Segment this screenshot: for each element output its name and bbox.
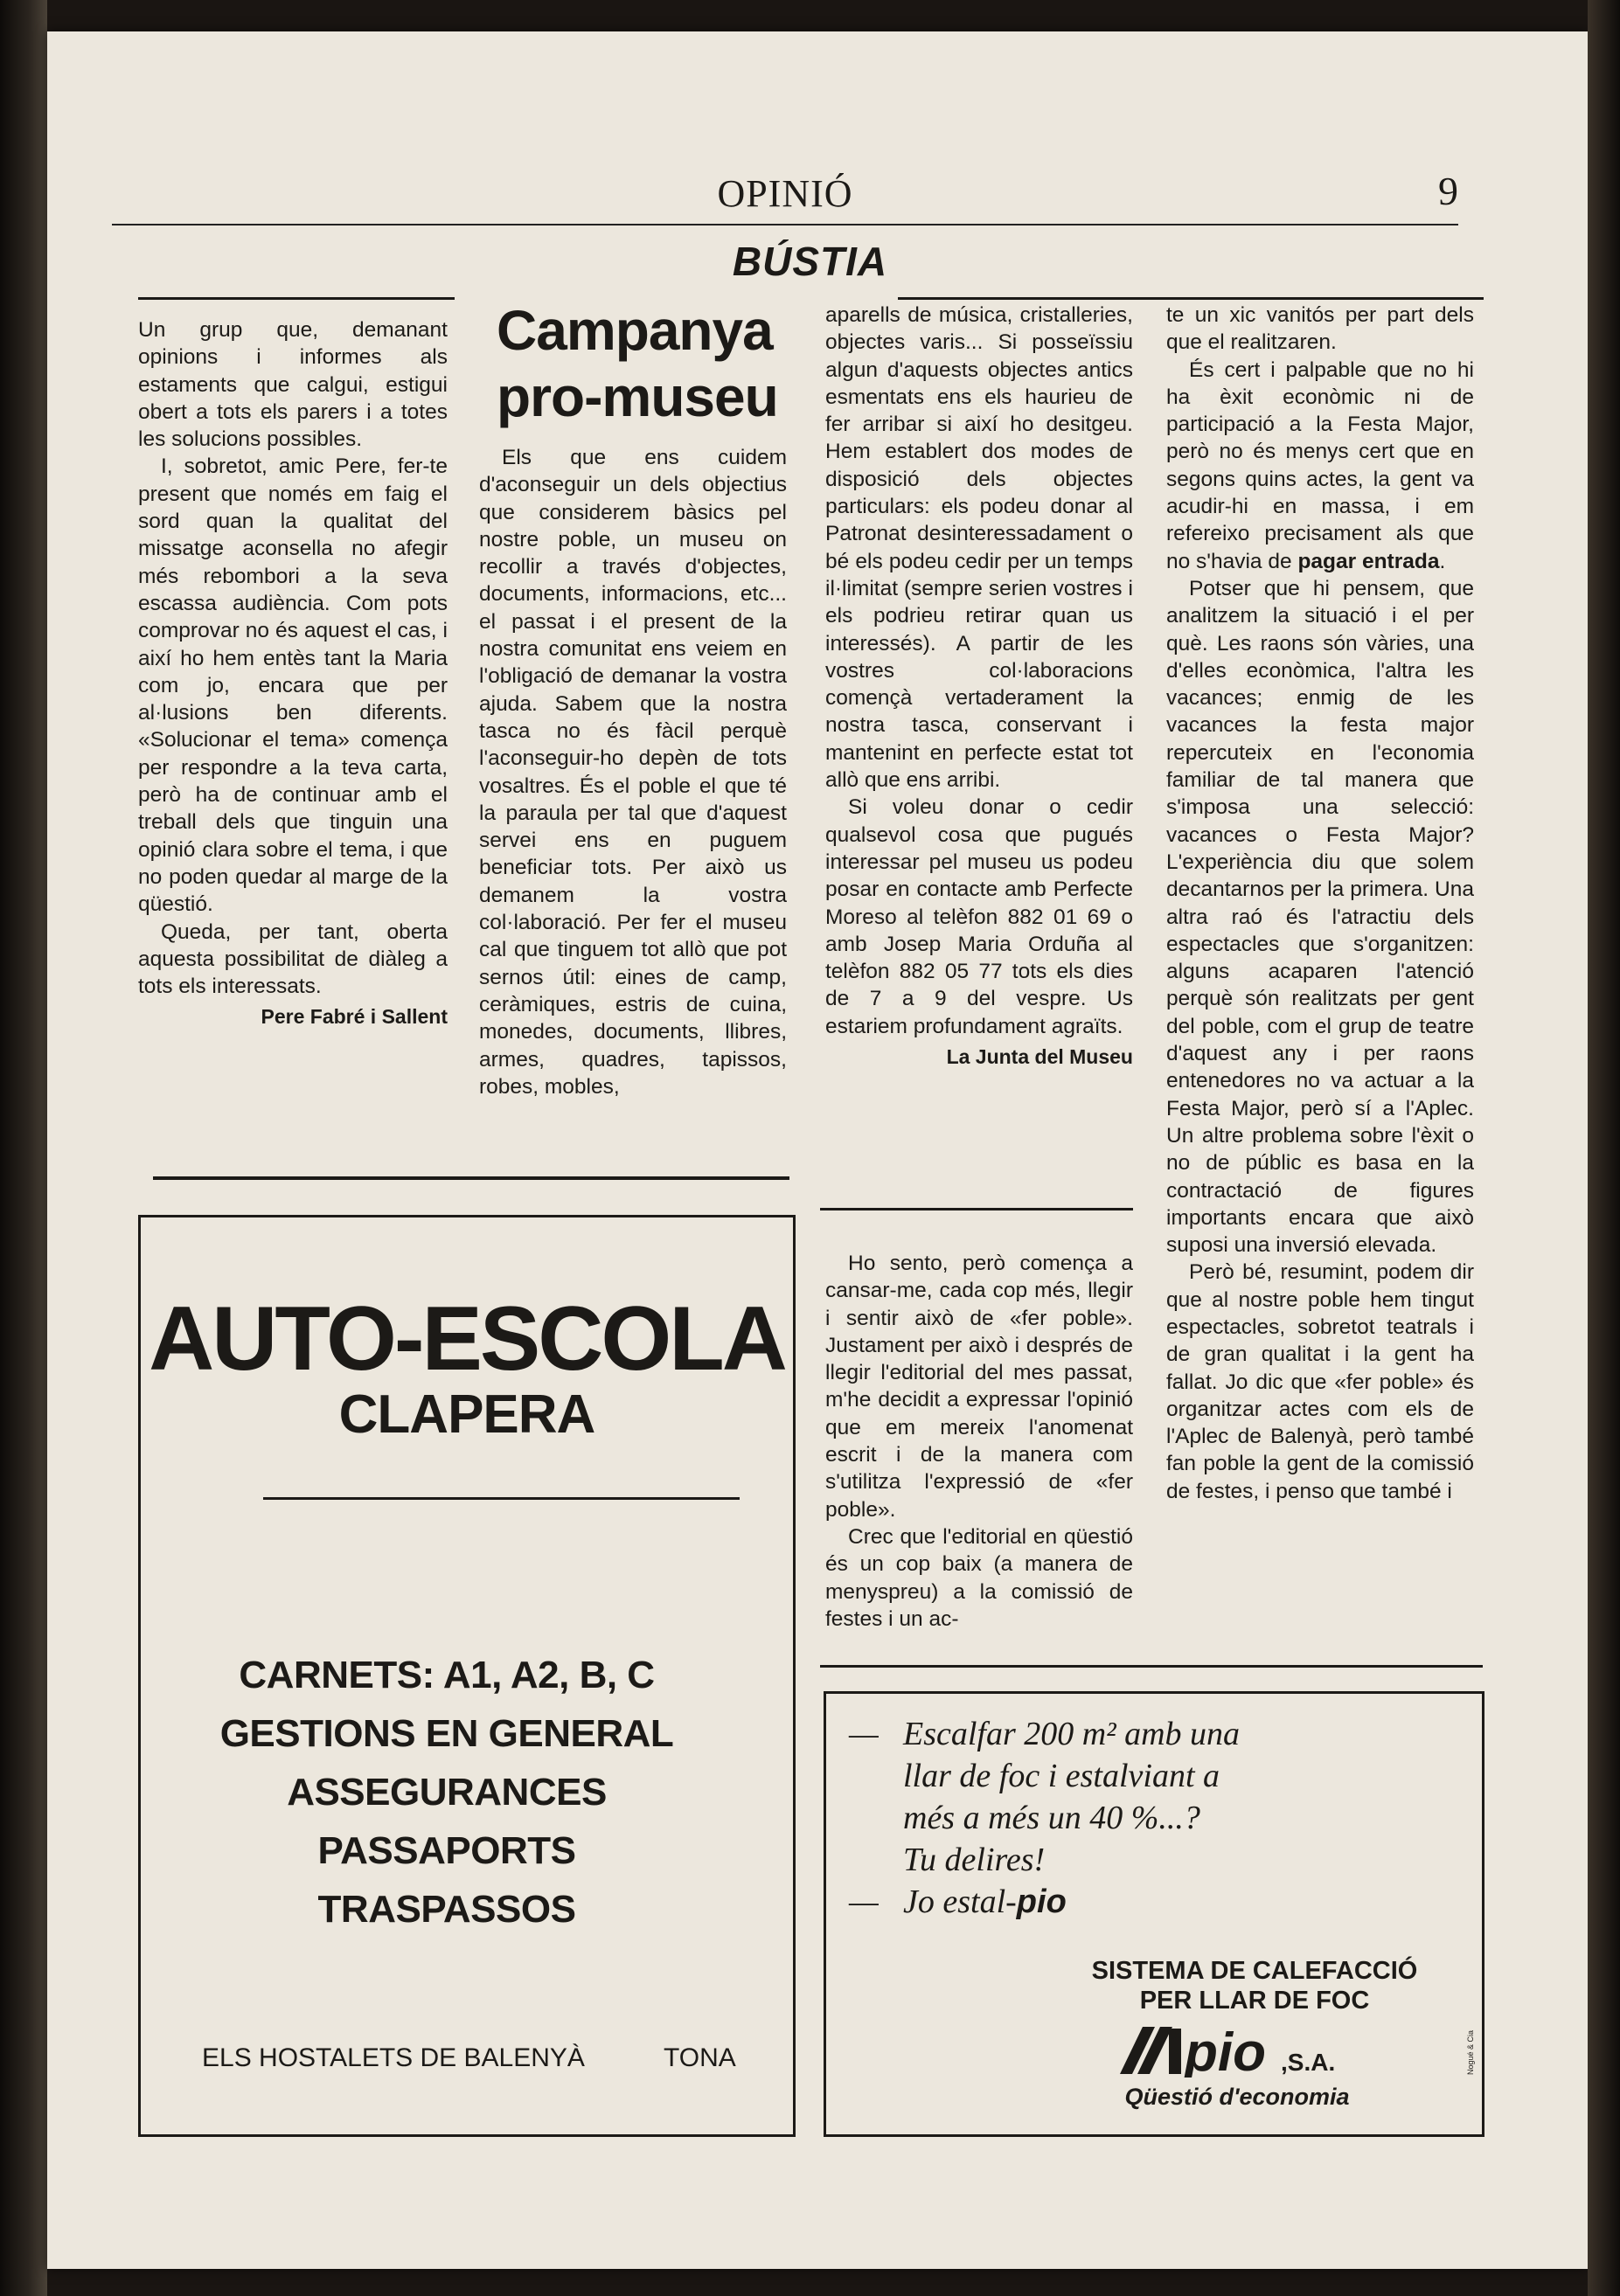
page-header: [112, 171, 1458, 224]
letter-column: [1166, 302, 1474, 1505]
paragraph: I, sobretot, amic Pere, fer-te present que només em faig el sord quan la qualitat del missatge aconsella no afegir més rebombori a la seva escassa audiència. Com pots comprovar no és aquest el cas, i així ho hem entès tant la Maria com jo, encara que per al·lusions ben diferents. «Solucionar el tema» comença per respondre a la teva carta, però ha de continuar amb el treball dels que tinguin una opinió clara sobre el tema, i que no poden quedar al marge de la qüestió.: [138, 454, 448, 917]
section-rule: [153, 1176, 789, 1180]
paragraph: Si voleu donar o cedir qualsevol cosa que pugués interessar pel museu us podeu posar en contacte amb Perfecte Moreso al telèfon 882 01 69 o amb Josep Maria Orduña al telèfon 882 05 77 tots els dies de 7 a 9 del vespre. Us estariem profundament agraïts.: [825, 795, 1133, 1038]
autoescola-ad: [138, 1215, 796, 2137]
paragraph: [1166, 357, 1474, 575]
paragraph: Crec que l'editorial en qüestió és un cop baix (a manera de menyspreu) a la comissió de festes i un ac-: [825, 1524, 1133, 1631]
slogan-line: Escalfar 200 m² amb una: [903, 1716, 1241, 1752]
pio-logo-icon: [1116, 2022, 1379, 2077]
slogan-line: Tu delires!: [903, 1842, 1046, 1878]
paragraph: Queda, per tant, oberta aquesta possibilitat de diàleg a tots els interessats.: [138, 919, 448, 999]
rubric-title: BÚSTIA: [732, 239, 888, 284]
signature: La Junta del Museu: [946, 1045, 1133, 1069]
logo-suffix: ,S.A.: [1281, 2049, 1336, 2076]
emphasis: pagar entrada: [1297, 549, 1440, 573]
service-item: CARNETS: A1, A2, B, C: [239, 1654, 655, 1696]
article-column: [825, 302, 1133, 1071]
paragraph: Ho sento, però comença a cansar-me, cada cop més, llegir i sentir això de «fer poble». Justament per això i després de llegir l'editorial del mes passat, m'he decidit a expressar l'opinió que em mereix l'anomenat escrit i de la manera com s'utilitza l'expressió de «fer poble».: [825, 1252, 1133, 1522]
pio-logo: [1116, 2022, 1379, 2077]
ad-rule: [263, 1497, 740, 1500]
letter-column: [825, 1250, 1133, 1633]
paragraph-text: És cert i palpable que no hi ha èxit econòmic ni de participació a la Festa Major, però no és menys cert que en segons quins actes, la gent va acudir-hi en massa, i em refereixo precisament als que no s'havia de: [1166, 357, 1474, 573]
section-title: OPINIÓ: [717, 172, 853, 215]
article-headline: Campanya pro-museu: [497, 299, 778, 428]
header-rule: [112, 224, 1458, 225]
ad-location: ELS HOSTALETS DE BALENYÀ: [202, 2043, 585, 2072]
paragraph: Potser que hi pensem, que analitzem la situació i el per què. Les raons són vàries, una d'elles econòmica, l'altra les vacances; enmig de les vacances la festa major repercuteix en l'economia familiar de tal manera que s'imposa una selecció: vacances o Festa Major? L'experiència diu que solem decantarnos per la primera. Una altra raó és l'atractiu dels espectacles que s'organitzen: alguns acaparen l'atenció perquè són realitzats per gent del poble, com el grup de teatre d'aquest any i per raons entenedores no va actuar a la Festa Major, però sí a l'Aplec. Un altre problema sobre l'èxit o no de públic es basa en la contractació de figures importants encara que això suposi una inversió elevada.: [1166, 576, 1474, 1258]
ad-subtitle: CLAPERA: [338, 1384, 595, 1445]
ad-system: SISTEMA DE CALEFACCIÓ PER LLAR DE FOC: [1091, 1957, 1418, 2015]
ad-tagline: Qüestió d'economia: [1124, 2084, 1350, 2110]
letter-column: [138, 316, 448, 1031]
paragraph: aparells de música, cristalleries, objectes varis... Si posseïssiu algun d'aquests objectes antics esmentats ens els haurieu de fer arribar si així ho desitgeu. Hem establert dos modes de disposició dels objectes particulars: els podeu donar al Patronat desinteressadament o bé els podeu cedir per un temps il·limitat (sempre serien vostres i els podrieu retirar quan us interessés). A partir de les vostres col·laboracions començà vertaderament la nostra tasca, conservant i mantenint en perfecte estat tot allò que ens arribi.: [825, 303, 1133, 793]
service-item: PASSAPORTS: [317, 1829, 576, 1872]
ad-slogan: — Escalfar 200 m² amb una llar de foc i estalviant a més a més un 40 %...? Tu delires! — Jo estal-pio: [849, 1716, 1241, 1920]
logo-text: pio: [1185, 2022, 1266, 2077]
paragraph: Un grup que, demanant opinions i informes als estaments que calgui, estigui obert a tots els parers i a totes les solucions possibles.: [138, 318, 448, 452]
column-rule: [898, 297, 1484, 300]
ad-location: TONA: [664, 2043, 736, 2072]
slogan-line: llar de foc i estalviant a: [903, 1758, 1220, 1794]
pio-ad: [824, 1691, 1484, 2137]
service-item: ASSEGURANCES: [287, 1771, 607, 1814]
book-spine: [0, 0, 47, 2296]
paragraph: te un xic vanitós per part dels que el realitzaren.: [1166, 303, 1474, 355]
slogan-line: més a més un 40 %...?: [903, 1800, 1200, 1836]
column-rule: [138, 297, 455, 300]
paragraph: Els que ens cuidem d'aconseguir un dels objectius que considerem bàsics pel nostre poble, un museu on recollir a través d'objectes, documents, informacions, etc... el passat i el present de la nostra comunitat ens veiem en l'obligació de demanar la vostra ajuda. Sabem que la nostra tasca no és fàcil perquè l'aconseguir-ho depèn de tots vosaltres. És el poble el que té la paraula per tal que d'aquest servei ens en puguem beneficiar tots. Per això us demanem la vostra col·laboració. Per fer el museu cal que tinguem tot allò que pot sernos útil: eines de camp, ceràmiques, estris de cuina, monedes, documents, llibres, armes, quadres, tapissos, robes, mobles,: [479, 446, 787, 1099]
page-number: 9: [1438, 169, 1458, 213]
page-edge: [1588, 0, 1620, 2296]
paragraph: Però bé, resumint, podem dir que al nostre poble hem tingut espectacles, sobretot teatrals i de gran qualitat i la gent ha fallat. Jo dic que «fer poble» és organitzar actes com els de l'Aplec de Balenyà, però també fan poble la gent de la comissió de festes, i penso que també i: [1166, 1260, 1474, 1503]
ad-credit: Nogué & Cia: [1466, 2030, 1475, 2076]
service-item: GESTIONS EN GENERAL: [219, 1712, 674, 1755]
service-item: TRASPASSOS: [317, 1888, 576, 1931]
section-rule: [820, 1665, 1483, 1668]
paragraph-text: .: [1439, 549, 1446, 573]
ad-services: [176, 1646, 718, 1939]
article-column: [479, 444, 787, 1100]
section-rule: [820, 1208, 1133, 1210]
brand-inline: pio: [1016, 1883, 1067, 1920]
slogan-line: Jo estal-: [903, 1883, 1017, 1920]
ad-title: AUTO-ESCOLA: [149, 1288, 785, 1390]
signature: Pere Fabré i Sallent: [261, 1005, 448, 1029]
